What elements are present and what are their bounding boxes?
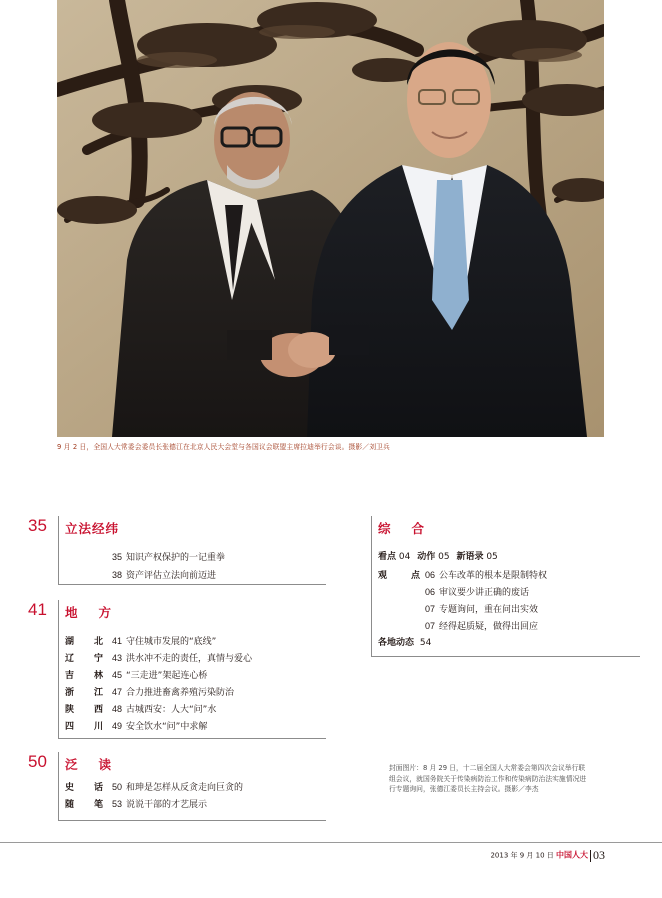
section-divider bbox=[58, 820, 326, 821]
toc-item[interactable] bbox=[65, 704, 216, 716]
toc-item-title: 合力推进畜禽养殖污染防治 bbox=[126, 688, 235, 698]
toc-item-page: 45 bbox=[112, 670, 123, 680]
toc-item-page: 54 bbox=[419, 638, 432, 648]
section-number-lifa: 35 bbox=[28, 516, 47, 535]
footer-rule bbox=[0, 842, 662, 843]
toc-item[interactable] bbox=[65, 687, 234, 699]
toc-item-title: 古城西安：人大“问”水 bbox=[126, 705, 217, 715]
footer-date: 2013 年 9 月 10 日 bbox=[490, 851, 554, 860]
toc-item[interactable] bbox=[378, 570, 547, 582]
toc-item-title: 公车改革的根本是限制特权 bbox=[439, 571, 548, 581]
toc-item-title: 守住城市发展的“底线” bbox=[126, 637, 217, 647]
toc-item[interactable] bbox=[425, 587, 529, 599]
toc-item-page: 06 bbox=[425, 570, 436, 580]
toc-item-column: 史话 bbox=[65, 783, 103, 793]
magazine-logo: 中国人大 bbox=[556, 849, 588, 860]
toc-item[interactable] bbox=[65, 670, 207, 682]
toc-item-column: 四川 bbox=[65, 722, 103, 732]
section-divider bbox=[371, 516, 372, 656]
toc-item-page: 43 bbox=[112, 653, 123, 663]
meeting-photo-illustration bbox=[57, 0, 604, 437]
toc-item-column: 湖北 bbox=[65, 637, 103, 647]
toc-inline-row bbox=[378, 552, 498, 563]
toc-item-page: 41 bbox=[112, 636, 123, 646]
toc-item-title: “三走进”架起连心桥 bbox=[126, 671, 208, 681]
toc-item-column: 吉林 bbox=[65, 671, 103, 681]
toc-item-page: 07 bbox=[425, 604, 436, 614]
toc-item-page: 35 bbox=[112, 552, 123, 562]
section-divider bbox=[371, 656, 640, 657]
footer-separator bbox=[590, 850, 591, 862]
page-number: 03 bbox=[593, 848, 605, 862]
toc-item[interactable] bbox=[65, 782, 243, 794]
toc-item-title: 专题询问，重在问出实效 bbox=[439, 605, 539, 615]
toc-item-title: 经得起质疑，做得出回应 bbox=[439, 622, 539, 632]
toc-item-column: 浙江 bbox=[65, 688, 103, 698]
toc-item-column: 各地动态 bbox=[378, 638, 415, 648]
toc-item-title: 洪水冲不走的责任，真情与爱心 bbox=[126, 654, 253, 664]
toc-item[interactable] bbox=[65, 636, 216, 648]
toc-item-title: 资产评估立法向前迈进 bbox=[126, 571, 217, 581]
section-number-difang: 41 bbox=[28, 600, 47, 619]
toc-item-title: 安全饮水“问”中求解 bbox=[126, 722, 208, 732]
toc-item-column: 陕西 bbox=[65, 705, 103, 715]
toc-item-page: 49 bbox=[112, 721, 123, 731]
toc-item-title: 知识产权保护的一记重拳 bbox=[126, 553, 226, 563]
toc-item[interactable] bbox=[65, 653, 252, 665]
cover-note: 封面图片：8 月 29 日，十二届全国人大常委会第四次会议举行联组会议，就国务院关于传染病防治工作和传染病防治法实施情况进行专题询问，张德江委员长主持会议。摄影／李杰 bbox=[389, 764, 587, 793]
toc-item-page: 53 bbox=[112, 799, 123, 809]
section-title-fandu: 泛读 bbox=[65, 757, 133, 772]
toc-item-page: 50 bbox=[112, 782, 123, 792]
page-footer bbox=[490, 848, 605, 863]
toc-item-column: 随笔 bbox=[65, 800, 103, 810]
toc-item-title: 和珅是怎样从反贪走向巨贪的 bbox=[126, 783, 244, 793]
toc-item-page: 47 bbox=[112, 687, 123, 697]
cover-photo bbox=[57, 0, 604, 437]
toc-item-title: 说说干部的才艺展示 bbox=[126, 800, 208, 810]
toc-item-column[interactable]: 看点 bbox=[378, 552, 397, 562]
toc-item[interactable] bbox=[65, 721, 207, 733]
section-title-lifa: 立法经纬 bbox=[65, 521, 120, 536]
section-title-zonghe: 综合 bbox=[378, 521, 446, 536]
toc-item-page: 06 bbox=[425, 587, 436, 597]
toc-item-page: 05 bbox=[438, 552, 450, 562]
photo-caption: 9 月 2 日，全国人大常委会委员长张德江在北京人民大会堂与各国议会联盟主席拉迪举行会谈。摄影／刘卫兵 bbox=[57, 443, 390, 451]
toc-item-column: 辽宁 bbox=[65, 654, 103, 664]
toc-item-column[interactable]: 新语录 bbox=[456, 552, 484, 562]
toc-item-column: 观点 bbox=[378, 571, 420, 581]
toc-item[interactable] bbox=[65, 799, 207, 811]
toc-item[interactable] bbox=[112, 570, 216, 582]
section-divider bbox=[58, 600, 59, 738]
toc-item-page: 38 bbox=[112, 570, 123, 580]
toc-item[interactable] bbox=[425, 604, 538, 616]
toc-item-page: 48 bbox=[112, 704, 123, 714]
section-divider bbox=[58, 738, 326, 739]
section-number-fandu: 50 bbox=[28, 752, 47, 771]
toc-item-page: 05 bbox=[486, 552, 498, 562]
section-divider bbox=[58, 752, 59, 820]
section-divider bbox=[58, 584, 326, 585]
section-title-difang: 地方 bbox=[65, 605, 133, 620]
toc-item[interactable] bbox=[378, 638, 431, 649]
toc-item-page: 04 bbox=[398, 552, 411, 562]
toc-item-column[interactable]: 动作 bbox=[417, 552, 436, 562]
section-divider bbox=[58, 516, 59, 584]
toc-item[interactable] bbox=[112, 552, 225, 564]
toc-item-title: 审议要少讲正确的废话 bbox=[439, 588, 530, 598]
toc-item[interactable] bbox=[425, 621, 538, 633]
toc-item-page: 07 bbox=[425, 621, 436, 631]
